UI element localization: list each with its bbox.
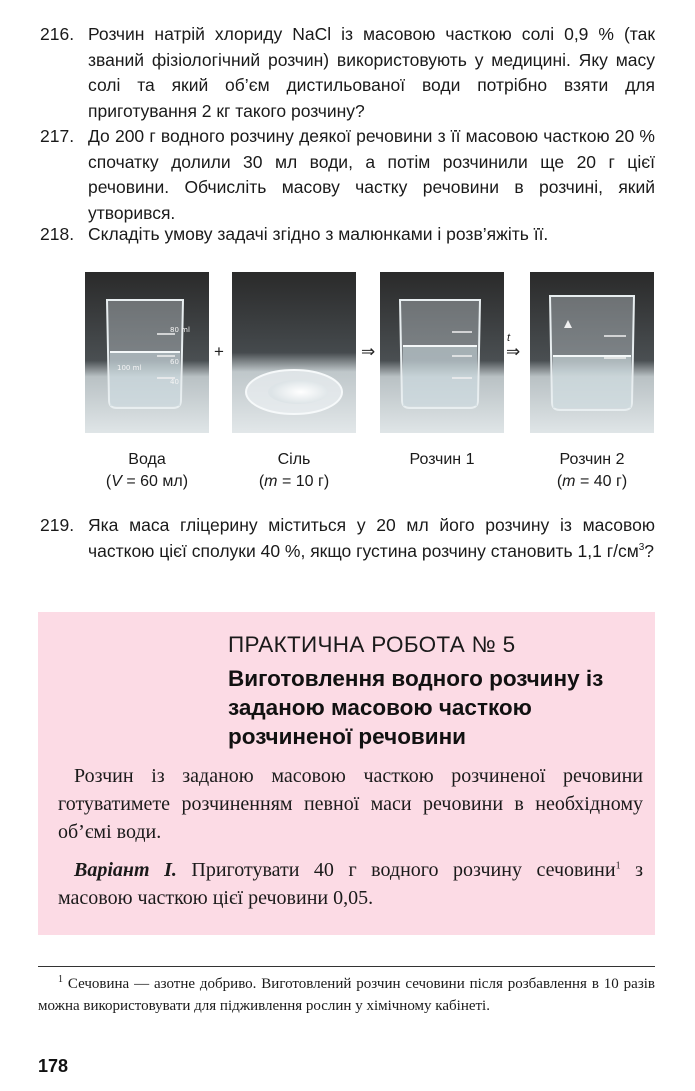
beaker-mark: 100 ml [117,364,142,372]
photo-salt-dish [232,272,356,433]
practical-title: Виготовлення водного розчину із заданою масовою часткою розчиненої речовини [228,666,604,749]
photo-solution2-beaker [530,272,654,433]
problem-216 [40,22,655,124]
caption-solution-1: Розчин 1 [409,451,475,468]
footnote [38,974,655,1017]
problem-text: Розчин натрій хлориду NaCl із масовою часткою солі 0,9 % (так званий фізіологічний розчин) використовують у медицині. Яку масу солі та який об’єм дистильованої води потрібно взяти для приготування 2 кг такого розчину? [88,24,655,121]
page-number: 178 [38,1056,69,1076]
problem-text: Складіть умову задачі згідно з малюнками і розв’яжіть її. [88,224,549,244]
beaker-mark: 40 [170,378,179,386]
problem-text: Яка маса гліцерину міститься у 20 мл його розчину із масовою часткою цієї сполуки 40 %, якщо густина розчину становить 1,1 $г/см^3$? [88,515,655,561]
operator-arrow: ⇒ [506,342,521,361]
photo-water-beaker [85,272,209,433]
operator-plus: + [214,342,224,361]
problem-217 [40,124,655,226]
practical-variant: Варіант І. Приготувати 40 г водного розчину сечовини$^1$ з масовою часткою цієї речовини 0,05. [58,859,644,909]
beaker-mark: 60 [170,358,179,366]
practical-work-box [38,612,655,935]
caption-water: Вода (V = 60 мл) [105,451,189,490]
problem-number: 219. [40,515,75,535]
beaker-mark: 80 ml [170,326,190,334]
photo-solution1-beaker [380,272,504,433]
problem-219 [40,513,655,564]
operator-heat-label: t [507,332,511,344]
problem-number: 218. [40,224,75,244]
caption-salt: Сіль (m = 10 г) [258,451,330,490]
problem-218 [40,222,655,248]
footnote-text: Сечовина — азотне добриво. Виготовлений розчин сечовини після розбавлення в 10 разів можна використовувати для підживлення рослин у хімічному кабінеті. [38,976,656,1014]
problem-text: До 200 г водного розчину деякої речовини з її масовою часткою 20 % спочатку долили 30 мл води, а потім розчинили ще 20 г цієї речовини. Обчисліть масову частку речовини в розчині, який утворився. [88,126,655,223]
practical-intro: Розчин із заданою масовою часткою розчиненої речовини готуватимете розчиненням певної маси речовини в необхідному об’ємі води. [58,765,643,843]
caption-solution-2: Розчин 2 (m = 40 г) [556,451,628,490]
problem-number: 217. [40,126,75,146]
operator-arrow: ⇒ [361,342,376,361]
practical-label: ПРАКТИЧНА РОБОТА № 5 [228,632,516,657]
footnote-marker: 1 [58,974,63,985]
variant-label: Варіант І. [74,859,177,881]
footnote-divider [38,966,655,967]
problem-number: 216. [40,24,75,44]
